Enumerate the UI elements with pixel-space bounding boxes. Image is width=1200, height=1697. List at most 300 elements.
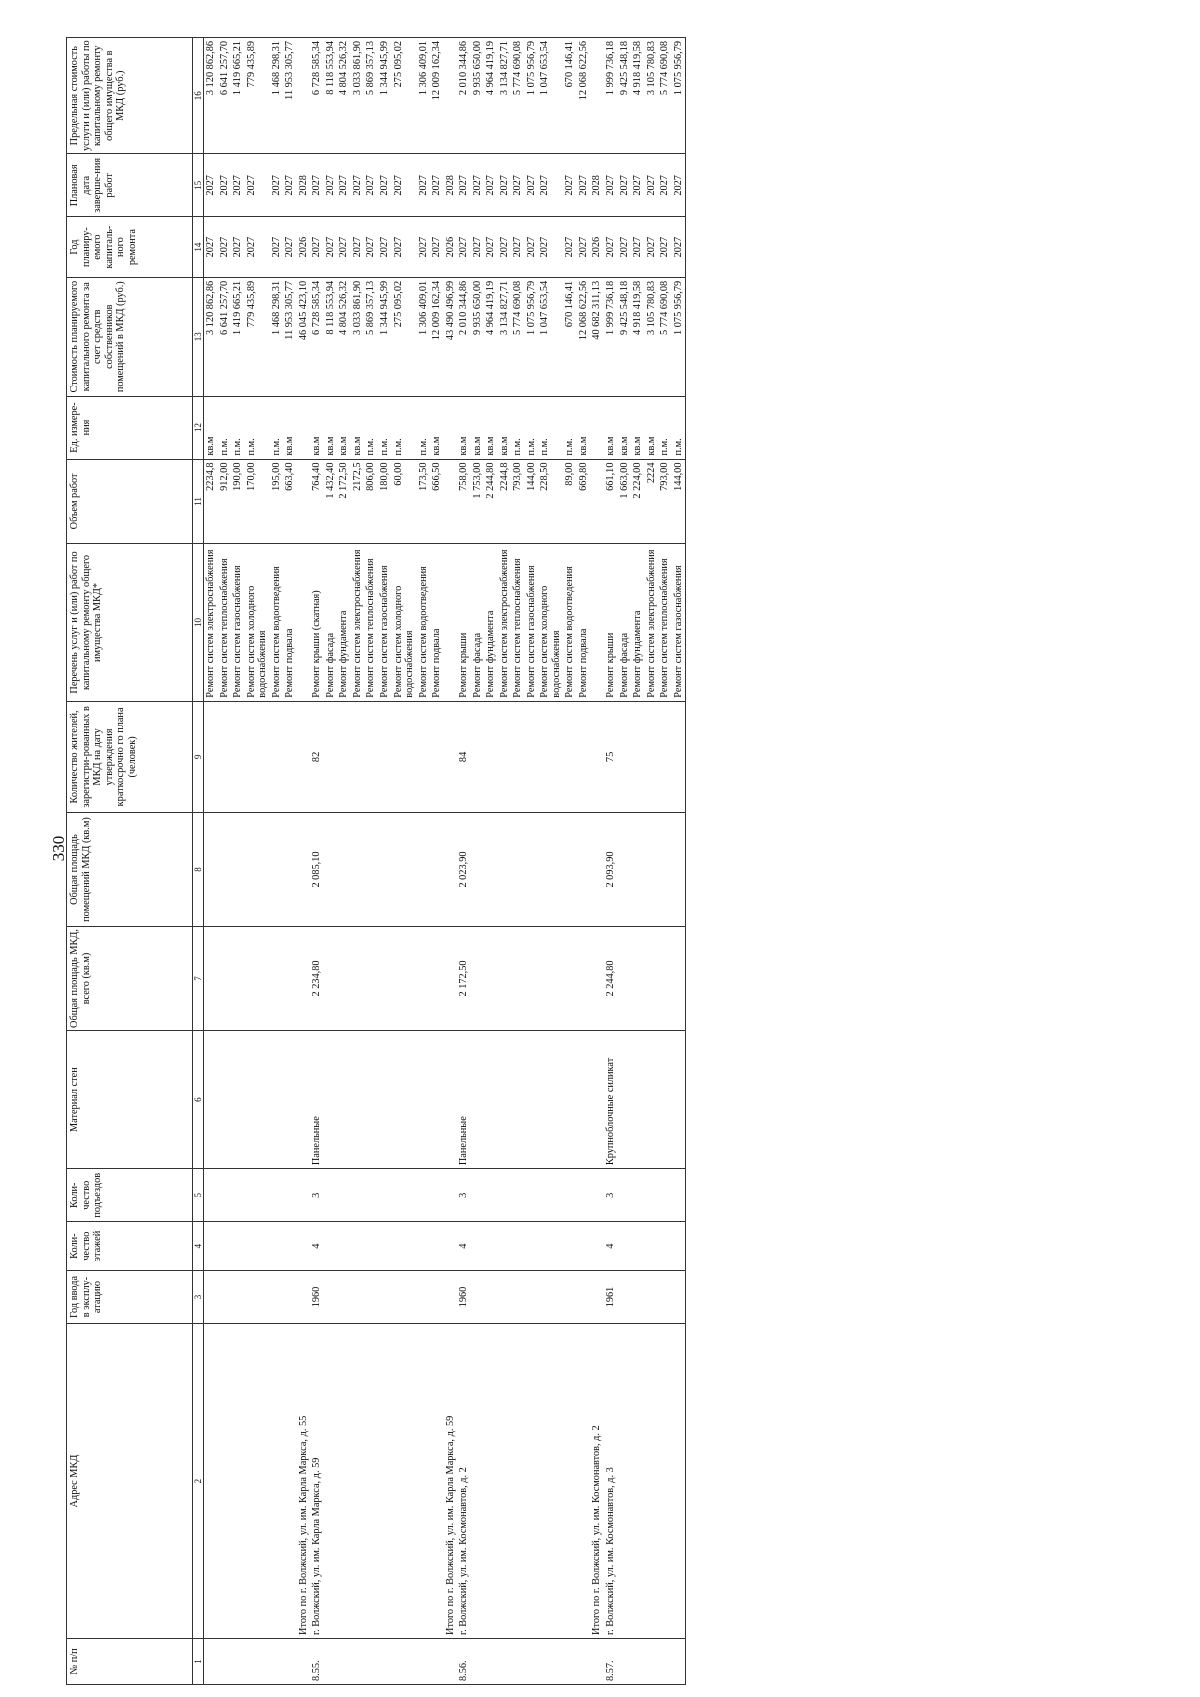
table-row bbox=[525, 38, 539, 1685]
cell-col-13: 9 935 650,00 bbox=[471, 277, 485, 396]
cell-col-7 bbox=[484, 926, 498, 1030]
cell-col-15: 2027 bbox=[563, 154, 577, 217]
cell-col-10: Ремонт подвала bbox=[430, 544, 444, 701]
cell-col-10: Ремонт систем холодного водоснабжения bbox=[538, 544, 563, 701]
cell-col-11: 663,40 bbox=[283, 459, 297, 544]
cell-col-6 bbox=[430, 1031, 444, 1169]
cell-col-11: 2234,8 bbox=[204, 459, 218, 544]
cell-col-8 bbox=[658, 813, 672, 927]
cell-col-4 bbox=[645, 1222, 659, 1270]
cell-col-2 bbox=[538, 1324, 563, 1639]
cell-col-2 bbox=[392, 1324, 417, 1639]
cell-col-8 bbox=[563, 813, 577, 927]
cell-col-4 bbox=[297, 1222, 311, 1270]
cell-col-1 bbox=[337, 1638, 351, 1684]
cell-col-9 bbox=[631, 701, 645, 812]
cell-col-9 bbox=[245, 701, 270, 812]
cell-col-10: Ремонт систем теплоснабжения bbox=[658, 544, 672, 701]
cell-col-3: 1961 bbox=[604, 1270, 618, 1323]
cell-col-3 bbox=[484, 1270, 498, 1323]
cell-col-5 bbox=[364, 1169, 378, 1222]
cell-col-12: п.м. bbox=[417, 396, 431, 459]
cell-col-8 bbox=[417, 813, 431, 927]
cell-col-14: 2027 bbox=[471, 217, 485, 278]
cell-col-14: 2027 bbox=[563, 217, 577, 278]
cell-col-5 bbox=[538, 1169, 563, 1222]
cell-col-3 bbox=[283, 1270, 297, 1323]
cell-col-12: кв.м bbox=[430, 396, 444, 459]
cell-col-13: 40 682 311,13 bbox=[590, 277, 604, 396]
cell-col-16: 5 774 690,08 bbox=[511, 38, 525, 154]
cell-col-14: 2026 bbox=[444, 217, 458, 278]
cell-col-10: Ремонт крыши (скатная) bbox=[310, 544, 324, 701]
cell-col-1 bbox=[471, 1638, 485, 1684]
cell-col-1 bbox=[378, 1638, 392, 1684]
cell-col-16: 1 344 945,99 bbox=[378, 38, 392, 154]
cell-col-12: п.м. bbox=[245, 396, 270, 459]
cell-col-13: 3 120 862,86 bbox=[204, 277, 218, 396]
cell-col-3 bbox=[577, 1270, 591, 1323]
cell-col-9 bbox=[204, 701, 218, 812]
cell-col-2 bbox=[245, 1324, 270, 1639]
cell-col-13: 46 045 423,10 bbox=[297, 277, 311, 396]
cell-col-4 bbox=[351, 1222, 365, 1270]
cell-col-7 bbox=[590, 926, 604, 1030]
cell-col-7 bbox=[525, 926, 539, 1030]
column-number: 7 bbox=[193, 926, 204, 1030]
cell-col-5 bbox=[218, 1169, 232, 1222]
cell-col-7 bbox=[430, 926, 444, 1030]
page-number: 330 bbox=[49, 835, 68, 862]
cell-col-5 bbox=[498, 1169, 512, 1222]
cell-col-10: Ремонт фасада bbox=[471, 544, 485, 701]
cell-col-10: Ремонт систем холодного водоснабжения bbox=[245, 544, 270, 701]
cell-col-15: 2027 bbox=[270, 154, 284, 217]
cell-col-2 bbox=[231, 1324, 245, 1639]
cell-col-10: Ремонт фасада bbox=[618, 544, 632, 701]
cell-col-10: Ремонт систем водоотведения bbox=[563, 544, 577, 701]
cell-col-7 bbox=[471, 926, 485, 1030]
cell-col-14: 2027 bbox=[392, 217, 417, 278]
table-row bbox=[283, 38, 297, 1685]
cell-col-5 bbox=[204, 1169, 218, 1222]
cell-col-5: 3 bbox=[457, 1169, 471, 1222]
cell-col-3 bbox=[430, 1270, 444, 1323]
cell-col-9 bbox=[417, 701, 431, 812]
cell-col-16: 779 435,89 bbox=[245, 38, 270, 154]
cell-col-10: Ремонт фундамента bbox=[337, 544, 351, 701]
cell-col-12: кв.м bbox=[645, 396, 659, 459]
cell-col-4 bbox=[337, 1222, 351, 1270]
cell-col-2 bbox=[417, 1324, 431, 1639]
cell-col-4 bbox=[590, 1222, 604, 1270]
cell-col-8 bbox=[245, 813, 270, 927]
cell-col-13: 43 490 496,99 bbox=[444, 277, 458, 396]
cell-col-11: 2172,5 bbox=[351, 459, 365, 544]
cell-col-16: 275 095,02 bbox=[392, 38, 417, 154]
cell-col-12: п.м. bbox=[378, 396, 392, 459]
cell-col-8 bbox=[471, 813, 485, 927]
cell-col-3 bbox=[631, 1270, 645, 1323]
cell-col-13: 1 999 736,18 bbox=[604, 277, 618, 396]
cell-col-5 bbox=[631, 1169, 645, 1222]
cell-col-13: 275 095,02 bbox=[392, 277, 417, 396]
cell-col-6 bbox=[538, 1031, 563, 1169]
column-header: Материал стен bbox=[67, 1031, 193, 1169]
cell-col-16: 1 999 736,18 bbox=[604, 38, 618, 154]
cell-col-14: 2027 bbox=[658, 217, 672, 278]
cell-col-4: 4 bbox=[604, 1222, 618, 1270]
cell-col-15: 2027 bbox=[364, 154, 378, 217]
cell-col-8: 2 085,10 bbox=[310, 813, 324, 927]
cell-col-3 bbox=[231, 1270, 245, 1323]
cell-col-15: 2027 bbox=[378, 154, 392, 217]
cell-col-2 bbox=[484, 1324, 498, 1639]
cell-col-5 bbox=[484, 1169, 498, 1222]
cell-col-14: 2027 bbox=[631, 217, 645, 278]
cell-col-2 bbox=[563, 1324, 577, 1639]
cell-col-5 bbox=[430, 1169, 444, 1222]
cell-col-15: 2027 bbox=[658, 154, 672, 217]
cell-col-9 bbox=[337, 701, 351, 812]
cell-col-2: г. Волжский, ул. им. Космонавтов, д. 3 bbox=[604, 1324, 618, 1639]
cell-col-6 bbox=[364, 1031, 378, 1169]
table-row bbox=[618, 38, 632, 1685]
cell-col-9 bbox=[283, 701, 297, 812]
cell-col-13: 1 075 956,79 bbox=[672, 277, 686, 396]
cell-col-1: 8.56. bbox=[457, 1638, 471, 1684]
cell-col-13: 8 118 553,94 bbox=[324, 277, 338, 396]
cell-col-15: 2027 bbox=[457, 154, 471, 217]
cell-col-1 bbox=[645, 1638, 659, 1684]
cell-col-10 bbox=[590, 544, 604, 701]
table-row bbox=[484, 38, 498, 1685]
cell-col-4: 4 bbox=[310, 1222, 324, 1270]
cell-col-12: кв.м bbox=[324, 396, 338, 459]
column-header: Ед. измере-ния bbox=[67, 396, 193, 459]
cell-col-6: Панельные bbox=[310, 1031, 324, 1169]
cell-col-1 bbox=[392, 1638, 417, 1684]
cell-col-4 bbox=[231, 1222, 245, 1270]
cell-col-5 bbox=[511, 1169, 525, 1222]
cell-col-13: 1 306 409,01 bbox=[417, 277, 431, 396]
cell-col-1 bbox=[525, 1638, 539, 1684]
cell-col-2 bbox=[577, 1324, 591, 1639]
table-row bbox=[351, 38, 365, 1685]
cell-col-8 bbox=[672, 813, 686, 927]
cell-col-7 bbox=[392, 926, 417, 1030]
cell-col-2 bbox=[618, 1324, 632, 1639]
cell-col-4 bbox=[204, 1222, 218, 1270]
column-number: 12 bbox=[193, 396, 204, 459]
cell-col-10: Ремонт фундамента bbox=[484, 544, 498, 701]
cell-col-4 bbox=[525, 1222, 539, 1270]
cell-col-8 bbox=[577, 813, 591, 927]
table-row bbox=[378, 38, 392, 1685]
table-row bbox=[417, 38, 431, 1685]
cell-col-13: 2 010 344,86 bbox=[457, 277, 471, 396]
cell-col-4 bbox=[444, 1222, 458, 1270]
table-row bbox=[563, 38, 577, 1685]
cell-col-6 bbox=[218, 1031, 232, 1169]
cell-col-6 bbox=[645, 1031, 659, 1169]
cell-col-16: 1 075 956,79 bbox=[525, 38, 539, 154]
cell-col-13: 4 964 419,19 bbox=[484, 277, 498, 396]
cell-col-16 bbox=[444, 38, 458, 154]
cell-col-10: Ремонт систем электроснабжения bbox=[498, 544, 512, 701]
cell-col-9 bbox=[590, 701, 604, 812]
cell-col-8 bbox=[378, 813, 392, 927]
cell-col-14: 2027 bbox=[337, 217, 351, 278]
cell-col-5 bbox=[392, 1169, 417, 1222]
cell-col-16: 1 047 653,54 bbox=[538, 38, 563, 154]
cell-col-8 bbox=[511, 813, 525, 927]
cell-col-11: 912,00 bbox=[218, 459, 232, 544]
cell-col-16: 670 146,41 bbox=[563, 38, 577, 154]
column-header: Плановая дата заверше-ния работ bbox=[67, 154, 193, 217]
cell-col-14: 2027 bbox=[218, 217, 232, 278]
cell-col-9 bbox=[392, 701, 417, 812]
cell-col-2 bbox=[645, 1324, 659, 1639]
cell-col-11: 793,00 bbox=[511, 459, 525, 544]
cell-col-16: 1 306 409,01 bbox=[417, 38, 431, 154]
table-row bbox=[430, 38, 444, 1685]
cell-col-13: 5 869 357,13 bbox=[364, 277, 378, 396]
cell-col-16: 6 641 257,70 bbox=[218, 38, 232, 154]
cell-col-13: 1 047 653,54 bbox=[538, 277, 563, 396]
table-row bbox=[392, 38, 417, 1685]
cell-col-8 bbox=[283, 813, 297, 927]
cell-col-5 bbox=[283, 1169, 297, 1222]
cell-col-1 bbox=[417, 1638, 431, 1684]
cell-col-12: п.м. bbox=[364, 396, 378, 459]
table-row bbox=[364, 38, 378, 1685]
cell-col-11: 669,80 bbox=[577, 459, 591, 544]
cell-col-11: 2224 bbox=[645, 459, 659, 544]
table-row bbox=[511, 38, 525, 1685]
cell-col-14: 2027 bbox=[457, 217, 471, 278]
cell-col-2: Итого по г. Волжский, ул. им. Космонавтов, д. 2 bbox=[590, 1324, 604, 1639]
cell-col-3 bbox=[245, 1270, 270, 1323]
cell-col-4 bbox=[618, 1222, 632, 1270]
cell-col-15: 2027 bbox=[283, 154, 297, 217]
cell-col-2: г. Волжский, ул. им. Карла Маркса, д. 59 bbox=[310, 1324, 324, 1639]
cell-col-8 bbox=[430, 813, 444, 927]
cell-col-1 bbox=[430, 1638, 444, 1684]
cell-col-15: 2027 bbox=[498, 154, 512, 217]
cell-col-11: 806,00 bbox=[364, 459, 378, 544]
cell-col-14: 2027 bbox=[204, 217, 218, 278]
cell-col-16: 1 468 298,31 bbox=[270, 38, 284, 154]
cell-col-11: 170,00 bbox=[245, 459, 270, 544]
cell-col-9 bbox=[538, 701, 563, 812]
cell-col-6 bbox=[618, 1031, 632, 1169]
cell-col-5 bbox=[577, 1169, 591, 1222]
cell-col-5 bbox=[525, 1169, 539, 1222]
cell-col-1 bbox=[484, 1638, 498, 1684]
cell-col-13: 4 804 526,32 bbox=[337, 277, 351, 396]
cell-col-14: 2027 bbox=[231, 217, 245, 278]
cell-col-9 bbox=[511, 701, 525, 812]
cell-col-5 bbox=[297, 1169, 311, 1222]
cell-col-6 bbox=[297, 1031, 311, 1169]
cell-col-4 bbox=[631, 1222, 645, 1270]
cell-col-1 bbox=[218, 1638, 232, 1684]
cell-col-16: 6 728 585,34 bbox=[310, 38, 324, 154]
table-row bbox=[310, 38, 324, 1685]
cell-col-12: кв.м bbox=[283, 396, 297, 459]
cell-col-9 bbox=[351, 701, 365, 812]
cell-col-10 bbox=[444, 544, 458, 701]
cell-col-13: 6 728 585,34 bbox=[310, 277, 324, 396]
column-header: Количество жителей, зарегистри-рованных в МКД на дату утверждения краткосрочно го плана (человек) bbox=[67, 701, 193, 812]
column-number: 13 bbox=[193, 277, 204, 396]
cell-col-15: 2027 bbox=[484, 154, 498, 217]
cell-col-3: 1960 bbox=[310, 1270, 324, 1323]
cell-col-6 bbox=[245, 1031, 270, 1169]
cell-col-9 bbox=[618, 701, 632, 812]
cell-col-3 bbox=[590, 1270, 604, 1323]
cell-col-6 bbox=[577, 1031, 591, 1169]
column-number: 6 bbox=[193, 1031, 204, 1169]
cell-col-11: 60,00 bbox=[392, 459, 417, 544]
cell-col-10: Ремонт подвала bbox=[283, 544, 297, 701]
cell-col-11: 2 244,80 bbox=[484, 459, 498, 544]
cell-col-4 bbox=[430, 1222, 444, 1270]
cell-col-8: 2 093,90 bbox=[604, 813, 618, 927]
cell-col-15: 2027 bbox=[577, 154, 591, 217]
cell-col-10: Ремонт систем теплоснабжения bbox=[364, 544, 378, 701]
cell-col-2 bbox=[498, 1324, 512, 1639]
cell-col-1 bbox=[498, 1638, 512, 1684]
cell-col-11: 758,00 bbox=[457, 459, 471, 544]
cell-col-10: Ремонт систем электроснабжения bbox=[645, 544, 659, 701]
cell-col-3 bbox=[471, 1270, 485, 1323]
cell-col-1 bbox=[283, 1638, 297, 1684]
cell-col-13: 3 105 780,83 bbox=[645, 277, 659, 396]
cell-col-1: 8.57. bbox=[604, 1638, 618, 1684]
cell-col-9 bbox=[498, 701, 512, 812]
cell-col-9 bbox=[430, 701, 444, 812]
cell-col-2 bbox=[471, 1324, 485, 1639]
cell-col-10: Ремонт систем водоотведения bbox=[417, 544, 431, 701]
cell-col-6 bbox=[337, 1031, 351, 1169]
cell-col-2: г. Волжский, ул. им. Космонавтов, д. 2 bbox=[457, 1324, 471, 1639]
cell-col-11: 1 753,00 bbox=[471, 459, 485, 544]
cell-col-11: 144,00 bbox=[525, 459, 539, 544]
cell-col-12: п.м. bbox=[525, 396, 539, 459]
cell-col-13: 779 435,89 bbox=[245, 277, 270, 396]
cell-col-16: 9 935 650,00 bbox=[471, 38, 485, 154]
cell-col-16: 3 120 862,86 bbox=[204, 38, 218, 154]
cell-col-13: 1 468 298,31 bbox=[270, 277, 284, 396]
cell-col-12: кв.м bbox=[457, 396, 471, 459]
cell-col-8 bbox=[351, 813, 365, 927]
cell-col-4 bbox=[392, 1222, 417, 1270]
table-row bbox=[337, 38, 351, 1685]
cell-col-7 bbox=[511, 926, 525, 1030]
cell-col-2 bbox=[631, 1324, 645, 1639]
column-header: № п/п bbox=[67, 1638, 193, 1684]
cell-col-2 bbox=[378, 1324, 392, 1639]
cell-col-16: 5 774 690,08 bbox=[658, 38, 672, 154]
cell-col-3 bbox=[563, 1270, 577, 1323]
column-header: Перечень услуг и (или) работ по капитальному ремонту общего имущества МКД* bbox=[67, 544, 193, 701]
cell-col-1 bbox=[444, 1638, 458, 1684]
cell-col-16: 3 134 827,71 bbox=[498, 38, 512, 154]
cell-col-12: кв.м bbox=[471, 396, 485, 459]
cell-col-7 bbox=[364, 926, 378, 1030]
cell-col-11: 2 172,50 bbox=[337, 459, 351, 544]
table-row bbox=[270, 38, 284, 1685]
cell-col-5 bbox=[590, 1169, 604, 1222]
capital-repair-table bbox=[66, 37, 686, 1685]
column-header: Общая площадь помещений МКД (кв.м) bbox=[67, 813, 193, 927]
cell-col-15: 2027 bbox=[430, 154, 444, 217]
cell-col-12: кв.м bbox=[310, 396, 324, 459]
cell-col-15: 2027 bbox=[231, 154, 245, 217]
cell-col-2 bbox=[283, 1324, 297, 1639]
cell-col-4 bbox=[270, 1222, 284, 1270]
cell-col-9: 84 bbox=[457, 701, 471, 812]
cell-col-9 bbox=[324, 701, 338, 812]
cell-col-4 bbox=[417, 1222, 431, 1270]
cell-col-12: кв.м bbox=[204, 396, 218, 459]
cell-col-3 bbox=[618, 1270, 632, 1323]
cell-col-7 bbox=[631, 926, 645, 1030]
cell-col-1 bbox=[245, 1638, 270, 1684]
cell-col-4 bbox=[364, 1222, 378, 1270]
cell-col-7 bbox=[231, 926, 245, 1030]
cell-col-1 bbox=[297, 1638, 311, 1684]
cell-col-15: 2027 bbox=[672, 154, 686, 217]
cell-col-15: 2027 bbox=[324, 154, 338, 217]
table-row bbox=[231, 38, 245, 1685]
cell-col-11: 661,10 bbox=[604, 459, 618, 544]
cell-col-8 bbox=[270, 813, 284, 927]
table-row bbox=[538, 38, 563, 1685]
cell-col-15: 2027 bbox=[218, 154, 232, 217]
cell-col-2 bbox=[672, 1324, 686, 1639]
table-row bbox=[577, 38, 591, 1685]
cell-col-4 bbox=[563, 1222, 577, 1270]
cell-col-6 bbox=[563, 1031, 577, 1169]
cell-col-5 bbox=[618, 1169, 632, 1222]
header-row bbox=[67, 38, 193, 1685]
table-row bbox=[672, 38, 686, 1685]
cell-col-3 bbox=[511, 1270, 525, 1323]
cell-col-7: 2 244,80 bbox=[604, 926, 618, 1030]
cell-col-4 bbox=[324, 1222, 338, 1270]
cell-col-7 bbox=[672, 926, 686, 1030]
total-row bbox=[444, 38, 458, 1685]
cell-col-8 bbox=[204, 813, 218, 927]
cell-col-3 bbox=[364, 1270, 378, 1323]
cell-col-6 bbox=[392, 1031, 417, 1169]
cell-col-7 bbox=[563, 926, 577, 1030]
cell-col-12 bbox=[297, 396, 311, 459]
cell-col-6 bbox=[590, 1031, 604, 1169]
cell-col-9 bbox=[444, 701, 458, 812]
cell-col-13: 6 641 257,70 bbox=[218, 277, 232, 396]
cell-col-6 bbox=[283, 1031, 297, 1169]
cell-col-11: 190,00 bbox=[231, 459, 245, 544]
cell-col-14: 2027 bbox=[351, 217, 365, 278]
cell-col-1 bbox=[351, 1638, 365, 1684]
cell-col-8 bbox=[444, 813, 458, 927]
cell-col-15: 2028 bbox=[590, 154, 604, 217]
cell-col-14: 2027 bbox=[538, 217, 563, 278]
